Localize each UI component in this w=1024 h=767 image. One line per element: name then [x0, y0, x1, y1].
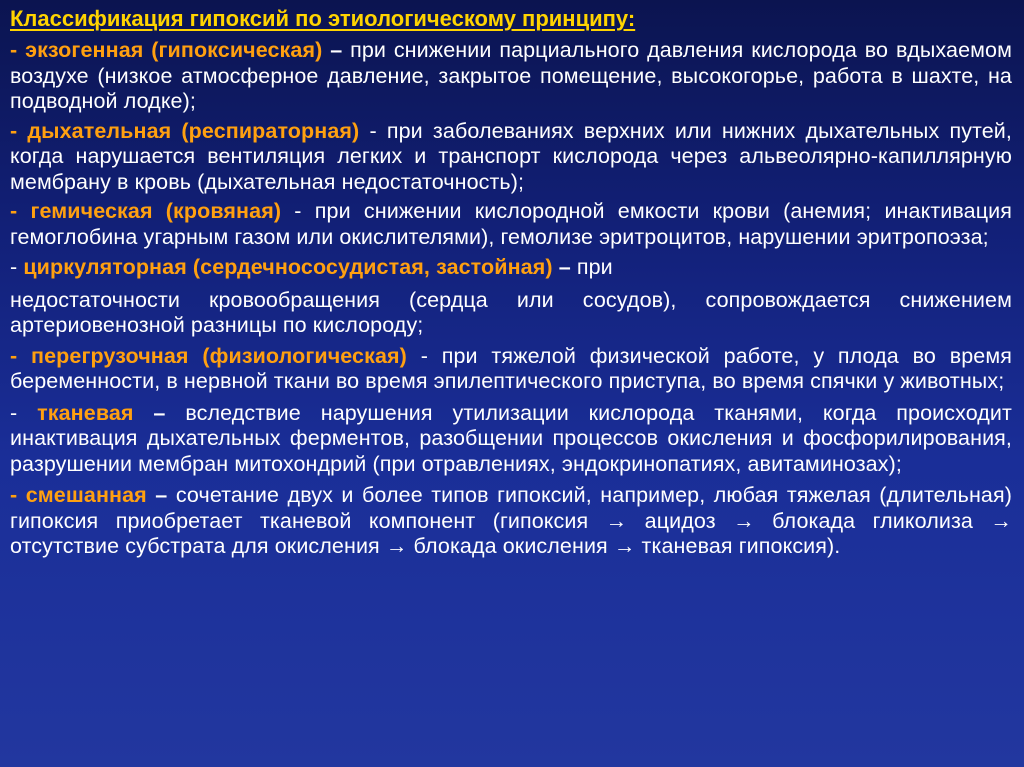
item-dash: -: [10, 343, 32, 368]
item-term: циркуляторная (сердечнососудистая, застойная): [23, 255, 553, 279]
item-dash: -: [10, 38, 26, 62]
item-dash: -: [10, 199, 31, 223]
item-dash: -: [10, 118, 28, 143]
item-text: недостаточности кровообращения (сердца или сосудов), сопровождается снижением артериовенозной разницы по кислороду;: [10, 287, 1012, 337]
item-term: тканевая: [37, 400, 134, 425]
item-text: при снижении кислородной емкости крови (анемия; инактивация гемоглобина угарным газом или окислителями), гемолизе эритроцитов, нарушении эритропоэза;: [10, 199, 1012, 249]
item-connector: -: [281, 199, 315, 223]
list-item-tissue: [10, 401, 1012, 478]
item-text: при заболеваниях верхних или нижних дыхательных путей, когда нарушается вентиляция легких и транспорт кислорода через альвеолярно-капиллярную мембрану в кровь (дыхательная недостаточность);: [10, 118, 1012, 194]
item-text: вследствие нарушения утилизации кислорода тканями, когда происходит инактивация дыхательных ферментов, разобщении процессов окисления и фосфорилирования, разрушении мембран митохондрий (при отравлениях, эндокринопатиях, авитаминозах);: [10, 400, 1012, 476]
item-connector: -: [406, 343, 442, 368]
item-dash: -: [10, 255, 24, 279]
item-term: перегрузочная (физиологическая): [31, 343, 407, 368]
item-term: смешанная: [25, 483, 147, 507]
item-term: гемическая (кровяная): [30, 199, 282, 223]
item-term: экзогенная (гипоксическая): [25, 38, 323, 62]
item-first-line: [10, 255, 1012, 281]
list-item-overload: [10, 344, 1012, 395]
item-term: дыхательная (респираторная): [27, 118, 360, 143]
list-item-mixed: [10, 483, 1012, 560]
item-text: при снижении парциального давления кислорода во вдыхаемом воздухе (низкое атмосферное давление, закрытое помещение, высокогорье, работа в шахте, на подводной лодке);: [10, 38, 1012, 113]
item-connector: –: [322, 38, 351, 62]
item-connector: –: [133, 400, 186, 425]
list-item-hemic: [10, 199, 1012, 250]
item-text: сочетание двух и более типов гипоксий, например, любая тяжелая (длительная) гипоксия приобретает тканевой компонент (гипоксия → ацидоз → блокада гликолиза → отсутствие субстрата для окисления → блокада окисления → тканевая гипоксия).: [10, 483, 1012, 558]
item-connector: –: [552, 255, 577, 279]
item-dash: -: [10, 483, 26, 507]
item-dash: -: [10, 400, 38, 425]
slide-title: Классификация гипоксий по этиологическому принципу:: [10, 6, 636, 31]
list-item-circulatory: [10, 255, 1012, 339]
item-connector: –: [146, 483, 176, 507]
list-item-respiratory: [10, 119, 1012, 196]
item-text-first: при: [576, 255, 613, 279]
item-connector: -: [359, 118, 387, 143]
item-text: при тяжелой физической работе, у плода во время беременности, в нервной ткани во время эпилептического приступа, во время спячки у животных;: [10, 343, 1012, 393]
list-item-exogenous: [10, 38, 1012, 115]
